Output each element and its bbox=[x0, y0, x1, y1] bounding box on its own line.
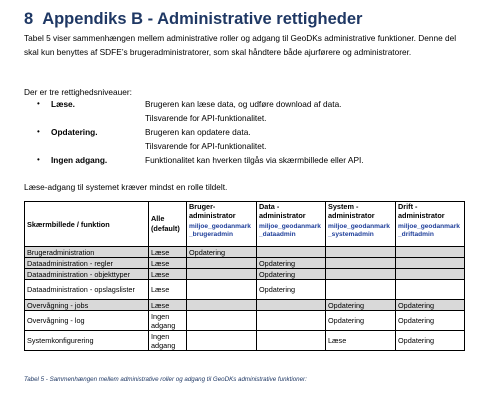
cell-role bbox=[257, 300, 326, 311]
level-name: Opdatering. bbox=[51, 127, 98, 137]
table-header-row bbox=[25, 202, 465, 247]
levels-intro: Der er tre rettighedsniveauer: bbox=[24, 87, 132, 97]
cell-role bbox=[396, 280, 465, 300]
role-id: miljoe_geodanmark _driftadmin bbox=[398, 223, 460, 238]
role-name: System - administrator bbox=[328, 202, 375, 220]
cell-role bbox=[326, 280, 396, 300]
cell-role bbox=[326, 258, 396, 269]
cell-alle: Læse bbox=[149, 300, 187, 311]
cell-role: Opdatering bbox=[396, 331, 465, 351]
cell-role: Opdatering bbox=[257, 280, 326, 300]
role-name: Bruger-administrator bbox=[189, 202, 236, 220]
intro-paragraph: Tabel 5 viser sammenhængen mellem administrative roller og adgang til GeoDKs administrative funktioner. Denne del skal kun benyttes af SDFE’s brugeradministratorer, som skal håndtere både ajurførere og administratorer. bbox=[24, 33, 457, 57]
column-header-screen: Skærmbillede / funktion bbox=[25, 202, 149, 247]
role-id: miljoe_geodanmark _systemadmin bbox=[328, 223, 390, 238]
table-row bbox=[25, 269, 465, 280]
column-header-role bbox=[187, 202, 257, 247]
cell-role bbox=[326, 247, 396, 258]
cell-screen: Dataadministration - opslagslister bbox=[25, 280, 149, 300]
cell-alle: Læse bbox=[149, 247, 187, 258]
cell-role: Opdatering bbox=[187, 247, 257, 258]
table-caption: Tabel 5 - Sammenhængen mellem administrative roller og adgang til GeoDKs administrative funktioner: bbox=[24, 376, 307, 383]
cell-role bbox=[187, 300, 257, 311]
cell-role: Opdatering bbox=[257, 258, 326, 269]
cell-screen: Systemkonfigurering bbox=[25, 331, 149, 351]
level-name: Læse. bbox=[51, 99, 75, 109]
cell-role: Opdatering bbox=[396, 311, 465, 331]
cell-role bbox=[187, 280, 257, 300]
level-description-api: Tilsvarende for API-funktionalitet. bbox=[145, 113, 267, 123]
role-id: miljoe_geodanmark _brugeradmin bbox=[189, 223, 251, 238]
cell-role bbox=[257, 331, 326, 351]
cell-alle: Læse bbox=[149, 280, 187, 300]
cell-screen: Dataadministration - objekttyper bbox=[25, 269, 149, 280]
table-row bbox=[25, 300, 465, 311]
bullet-icon: • bbox=[37, 127, 40, 136]
table-row bbox=[25, 247, 465, 258]
level-item-update-api bbox=[0, 141, 487, 155]
cell-alle: Læse bbox=[149, 269, 187, 280]
cell-role bbox=[187, 258, 257, 269]
cell-role: Opdatering bbox=[326, 300, 396, 311]
cell-role: Opdatering bbox=[396, 300, 465, 311]
cell-role bbox=[326, 269, 396, 280]
table-row bbox=[25, 258, 465, 269]
cell-role bbox=[187, 331, 257, 351]
cell-role bbox=[396, 247, 465, 258]
min-role-text: Læse-adgang til systemet kræver mindst en rolle tildelt. bbox=[24, 182, 228, 192]
level-item-read bbox=[0, 99, 487, 113]
section-number: 8 bbox=[24, 10, 34, 28]
column-header-role bbox=[396, 202, 465, 247]
level-description: Funktionalitet kan hverken tilgås via skærmbillede eller API. bbox=[145, 155, 364, 165]
cell-role bbox=[187, 269, 257, 280]
level-item-update bbox=[0, 127, 487, 141]
level-item-no-access bbox=[0, 155, 487, 169]
cell-screen: Dataadministration - regler bbox=[25, 258, 149, 269]
cell-alle: Ingen adgang bbox=[149, 331, 187, 351]
column-header-alle: Alle (default) bbox=[149, 202, 187, 247]
cell-role: Læse bbox=[326, 331, 396, 351]
role-id: miljoe_geodanmark _dataadmin bbox=[259, 223, 321, 238]
cell-screen: Overvågning - jobs bbox=[25, 300, 149, 311]
cell-role: Opdatering bbox=[257, 269, 326, 280]
level-item-read-api bbox=[0, 113, 487, 127]
role-name: Drift - administrator bbox=[398, 202, 445, 220]
bullet-icon: • bbox=[37, 99, 40, 108]
section-title: Appendiks B - Administrative rettigheder bbox=[42, 10, 363, 28]
bullet-icon: • bbox=[37, 155, 40, 164]
column-header-role bbox=[257, 202, 326, 247]
cell-role: Opdatering bbox=[326, 311, 396, 331]
level-description-api: Tilsvarende for API-funktionalitet. bbox=[145, 141, 267, 151]
table-row bbox=[25, 311, 465, 331]
table-row bbox=[25, 280, 465, 300]
cell-role bbox=[257, 247, 326, 258]
level-name: Ingen adgang. bbox=[51, 155, 108, 165]
cell-role bbox=[257, 311, 326, 331]
cell-role bbox=[396, 269, 465, 280]
cell-screen: Brugeradministration bbox=[25, 247, 149, 258]
cell-role bbox=[187, 311, 257, 331]
rights-table bbox=[24, 201, 465, 351]
cell-alle: Læse bbox=[149, 258, 187, 269]
column-header-role bbox=[326, 202, 396, 247]
level-description: Brugeren kan opdatere data. bbox=[145, 127, 251, 137]
level-description: Brugeren kan læse data, og udføre download af data. bbox=[145, 99, 342, 109]
section-heading bbox=[24, 10, 362, 29]
cell-screen: Overvågning - log bbox=[25, 311, 149, 331]
table-row bbox=[25, 331, 465, 351]
cell-role bbox=[396, 258, 465, 269]
cell-alle: Ingen adgang bbox=[149, 311, 187, 331]
role-name: Data - administrator bbox=[259, 202, 306, 220]
